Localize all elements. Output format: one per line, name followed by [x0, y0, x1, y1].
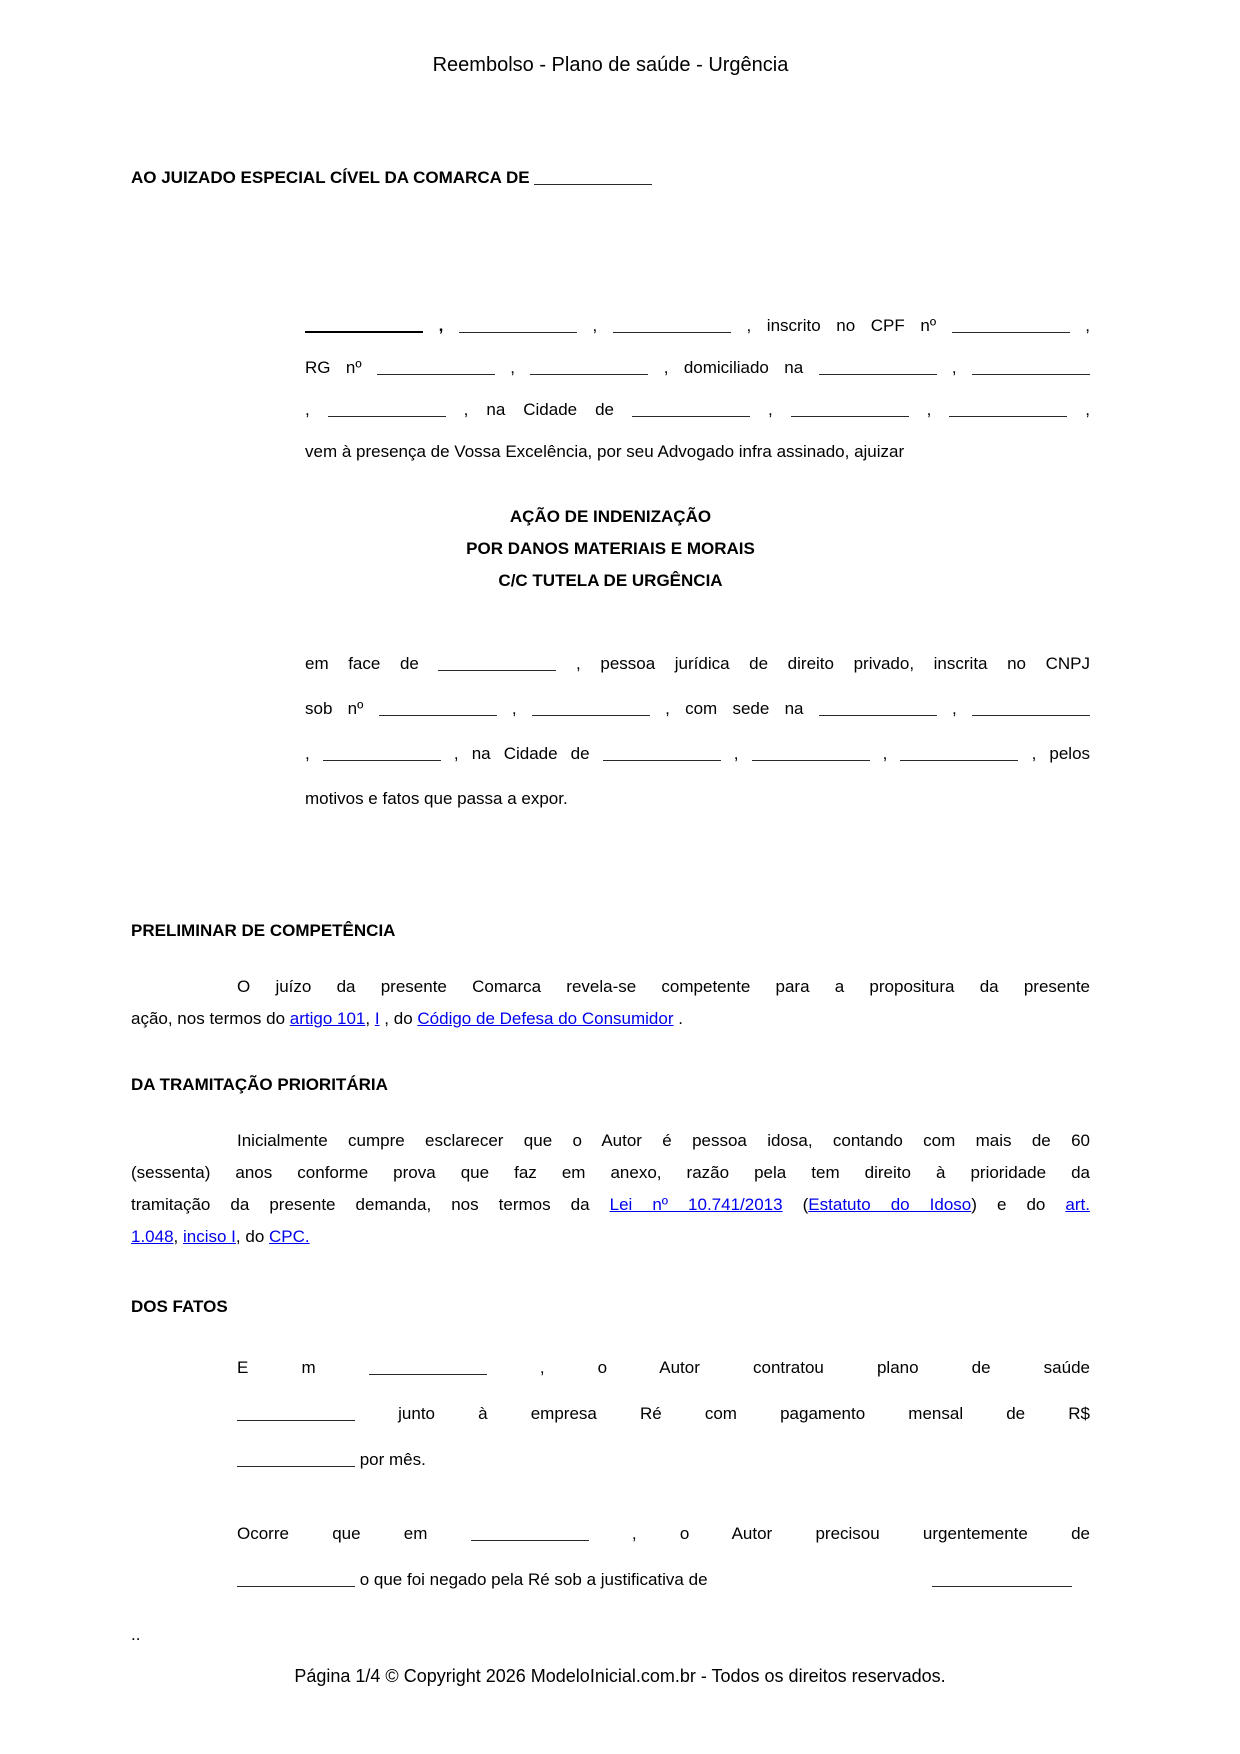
text-run: , — [908, 400, 950, 419]
doc-line — [305, 389, 1090, 431]
text-run: RG nº — [305, 358, 377, 377]
blank-field — [752, 758, 870, 761]
blank-field — [791, 414, 909, 417]
text-run: o que foi negado pela Ré sob a justificativa de — [355, 1570, 713, 1589]
text-run: , — [936, 699, 972, 718]
statute-link[interactable]: artigo 101 — [289, 1009, 366, 1028]
text-run: , — [305, 400, 328, 419]
text-run: , pessoa jurídica de direito privado, inscrita no CNPJ — [556, 654, 1090, 673]
doc-line — [305, 641, 1090, 686]
doc-line — [305, 347, 1090, 389]
defendant-qualification-paragraph — [305, 641, 1090, 821]
spacer — [712, 1584, 932, 1585]
text-run: E m — [237, 1358, 369, 1377]
statute-link[interactable]: Estatuto do Idoso — [808, 1195, 972, 1214]
blank-field — [323, 758, 441, 761]
text-run: , — [1069, 316, 1091, 335]
doc-line — [131, 165, 1090, 191]
text-run: , — [720, 744, 752, 763]
doc-line — [131, 1221, 1090, 1253]
doc-line — [131, 1189, 1090, 1221]
blank-field — [949, 414, 1067, 417]
blank-field — [632, 414, 750, 417]
text-run: , — [173, 1227, 183, 1246]
statute-link[interactable]: 1.048 — [131, 1227, 174, 1246]
blank-field — [459, 330, 577, 333]
text-run: vem à presença de Vossa Excelência, por seu Advogado infra assinado, ajuizar — [305, 442, 905, 461]
text-run: O juízo da presente Comarca revela-se competente para a propositura da presente — [237, 977, 1090, 996]
statute-link[interactable]: CPC. — [269, 1227, 310, 1246]
facts-paragraph-2 — [237, 1511, 1090, 1603]
action-title-line-1: AÇÃO DE INDENIZAÇÃO — [509, 507, 712, 526]
blank-field — [972, 372, 1090, 375]
blank-field — [305, 330, 423, 333]
text-run: Inicialmente cumpre esclarecer que o Autor é pessoa idosa, contando com mais de 60 — [237, 1131, 1090, 1150]
text-run: (sessenta) anos conforme prova que faz em anexo, razão pela tem direito à prioridade da — [131, 1163, 1090, 1182]
text-run: , — [365, 1009, 375, 1028]
text-run: junto à empresa Ré com pagamento mensal de R$ — [355, 1404, 1090, 1423]
text-run: motivos e fatos que passa a expor. — [305, 789, 568, 808]
blank-field — [932, 1584, 1072, 1587]
blank-field — [530, 372, 648, 375]
doc-line — [237, 1345, 1090, 1391]
text-run: sob nº — [305, 699, 379, 718]
statute-link[interactable]: Código de Defesa do Consumidor — [417, 1009, 674, 1028]
section-heading-dos-fatos: DOS FATOS — [131, 1297, 228, 1316]
blank-field — [613, 330, 731, 333]
blank-field — [438, 668, 556, 671]
text-run: em face de — [305, 654, 439, 673]
page-footer: Página 1/4 © Copyright 2026 ModeloInicial.com.br - Todos os direitos reservados. — [294, 1666, 946, 1686]
text-run: , — [496, 699, 532, 718]
preliminar-paragraph — [131, 971, 1090, 1035]
text-run: ação, nos termos do — [131, 1009, 290, 1028]
doc-line — [305, 731, 1090, 776]
blank-field — [900, 758, 1018, 761]
blank-field — [532, 713, 650, 716]
text-run: , do — [235, 1227, 270, 1246]
text-run: . — [673, 1009, 683, 1028]
statute-link[interactable]: art. — [1065, 1195, 1090, 1214]
doc-line — [131, 1125, 1090, 1157]
text-run: , com sede na — [649, 699, 819, 718]
tramitacao-paragraph — [131, 1125, 1090, 1253]
facts-paragraph-1 — [237, 1345, 1090, 1483]
text-run: , — [494, 358, 531, 377]
text-run: ) e do — [971, 1195, 1066, 1214]
blank-field — [952, 330, 1070, 333]
blank-field — [972, 713, 1090, 716]
text-run: tramitação da presente demanda, nos termos da — [131, 1195, 610, 1214]
action-title — [131, 501, 1090, 597]
doc-line — [305, 305, 1090, 347]
text-run: , na Cidade de — [445, 400, 632, 419]
blank-field — [237, 1464, 355, 1467]
doc-line — [131, 1157, 1090, 1189]
text-run: , — [936, 358, 972, 377]
text-run: , o Autor contratou plano de saúde — [486, 1358, 1091, 1377]
text-run: , — [423, 316, 459, 335]
text-run: , do — [379, 1009, 418, 1028]
document-title: Reembolso - Plano de saúde - Urgência — [432, 54, 789, 76]
blank-field — [534, 182, 652, 185]
section-heading-preliminar-de-competencia: PRELIMINAR DE COMPETÊNCIA — [131, 921, 396, 940]
section-heading-da-tramitacao-prioritaria: DA TRAMITAÇÃO PRIORITÁRIA — [131, 1075, 388, 1094]
blank-field — [379, 713, 497, 716]
trailing-dots: .. — [131, 1625, 141, 1644]
text-run: AO JUIZADO ESPECIAL CÍVEL DA COMARCA DE — [131, 168, 535, 187]
statute-link[interactable]: Lei nº 10.741/2013 — [609, 1195, 783, 1214]
blank-field — [237, 1418, 355, 1421]
statute-link[interactable]: inciso I — [183, 1227, 236, 1246]
blank-field — [237, 1584, 355, 1587]
statute-link[interactable]: I — [374, 1009, 380, 1028]
doc-line — [237, 1391, 1090, 1437]
doc-line — [305, 776, 1090, 821]
addressee-heading — [131, 165, 1090, 191]
doc-line — [305, 686, 1090, 731]
blank-field — [819, 713, 937, 716]
doc-line — [305, 431, 1090, 473]
blank-field — [369, 1372, 487, 1375]
text-run: , na Cidade de — [440, 744, 603, 763]
doc-line — [237, 1437, 1090, 1483]
blank-field — [377, 372, 495, 375]
text-run: ( — [782, 1195, 809, 1214]
action-title-line-3: C/C TUTELA DE URGÊNCIA — [498, 571, 723, 590]
blank-field — [328, 414, 446, 417]
doc-line — [237, 1511, 1090, 1557]
text-run: , — [305, 744, 323, 763]
blank-field — [603, 758, 721, 761]
text-run: , — [869, 744, 901, 763]
text-run: , — [1067, 400, 1091, 419]
text-run: , domiciliado na — [648, 358, 819, 377]
doc-line — [237, 1557, 1090, 1603]
blank-field — [471, 1538, 589, 1541]
doc-line — [131, 971, 1090, 1003]
blank-field — [819, 372, 937, 375]
action-title-line-2: POR DANOS MATERIAIS E MORAIS — [466, 539, 755, 558]
text-run: Ocorre que em — [237, 1524, 471, 1543]
doc-line — [131, 1003, 1090, 1035]
text-run: , inscrito no CPF nº — [730, 316, 952, 335]
text-run: , — [576, 316, 613, 335]
text-run: , — [749, 400, 791, 419]
text-run: , o Autor precisou urgentemente de — [588, 1524, 1090, 1543]
plaintiff-qualification-paragraph — [305, 305, 1090, 473]
text-run: por mês. — [355, 1450, 426, 1469]
text-run: , pelos — [1018, 744, 1091, 763]
